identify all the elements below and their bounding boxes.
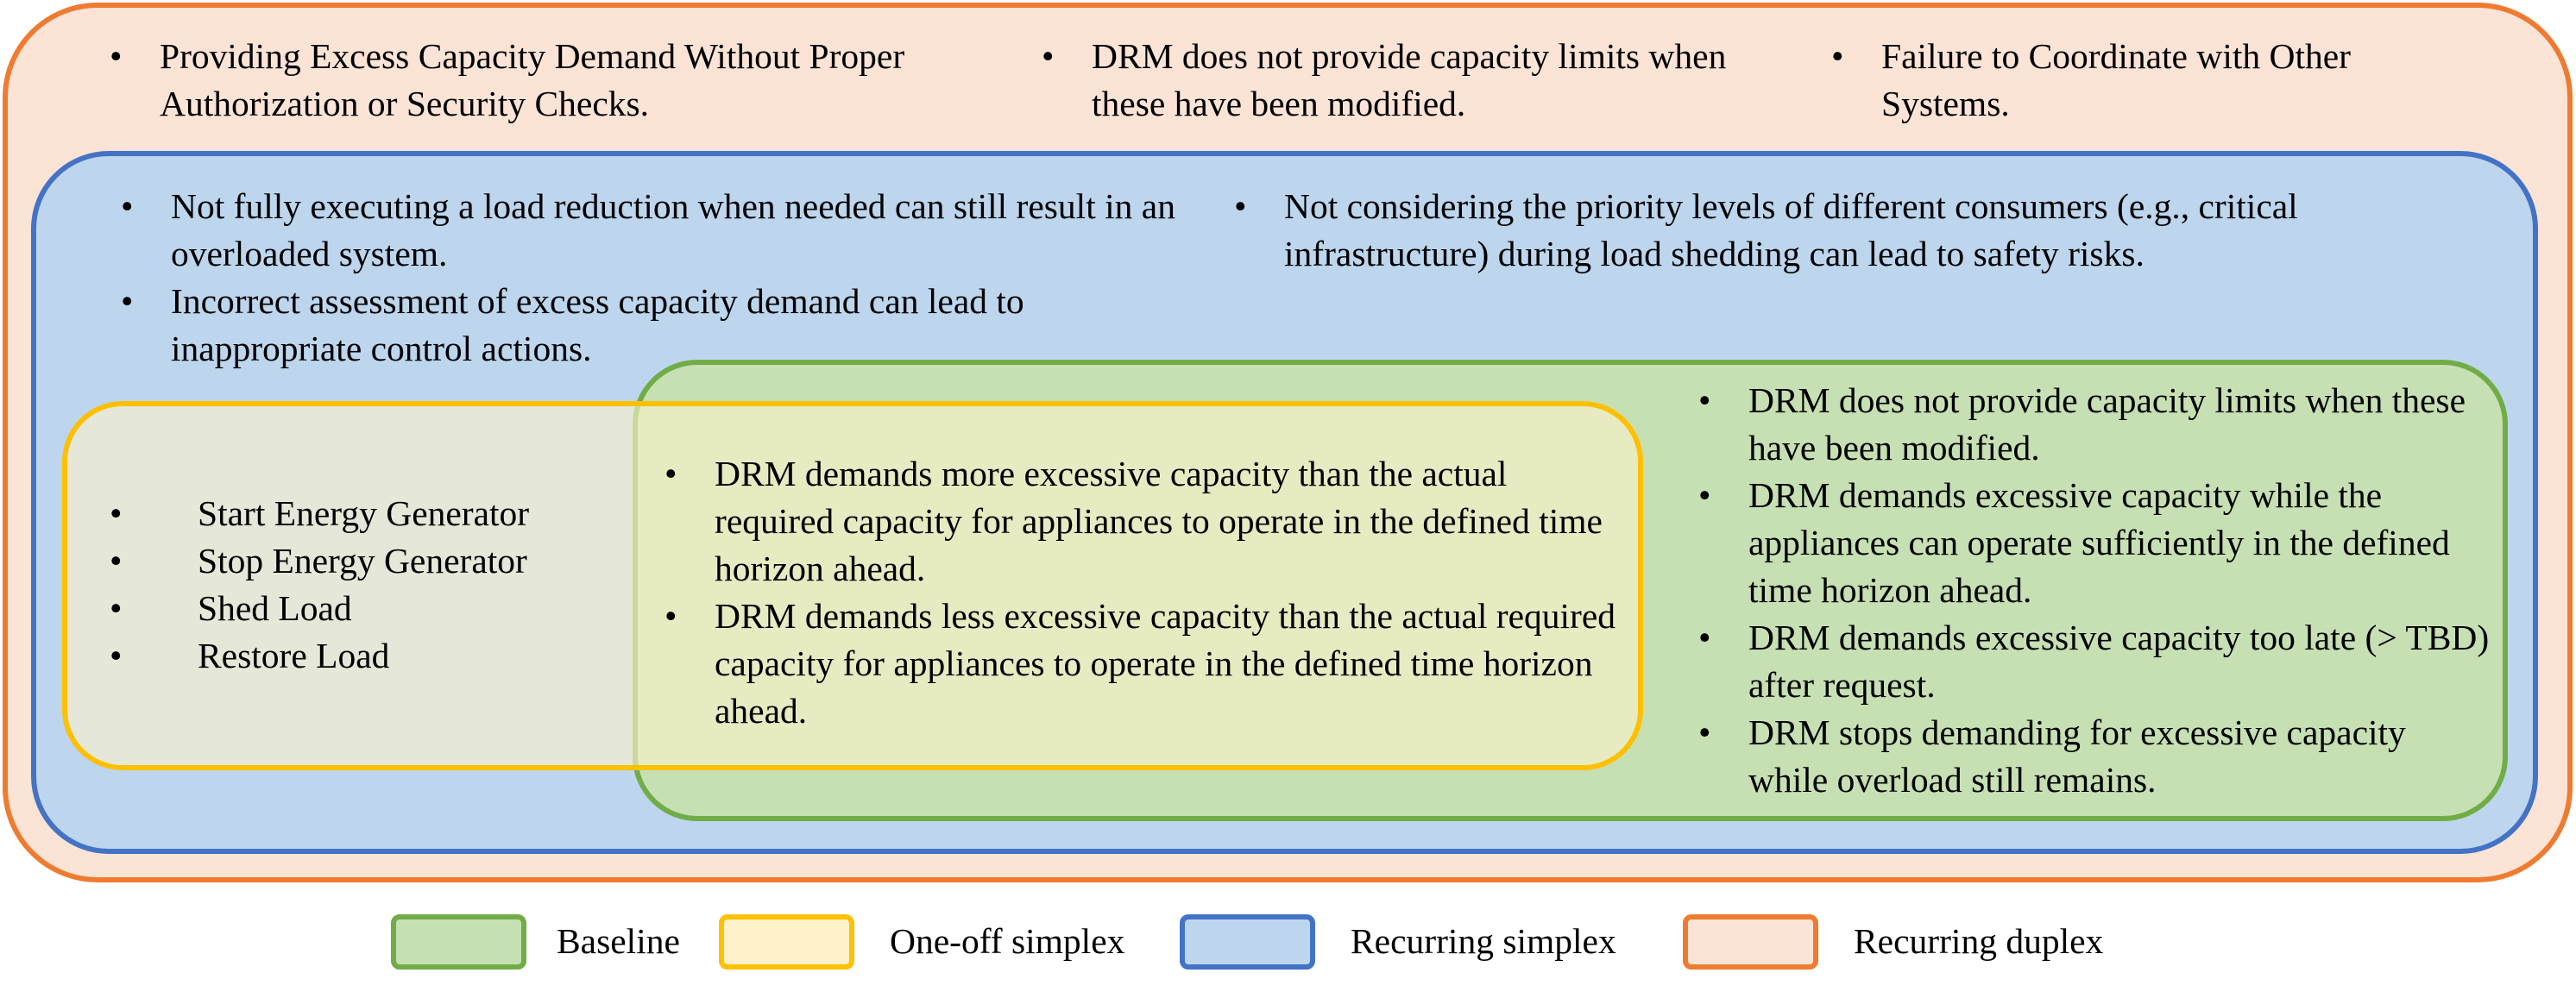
baseline-list [1698,377,2492,804]
simplex-list-left [121,183,1208,373]
orange-swatch-icon [1683,914,1818,970]
list-item: • Start Energy Generator [110,490,627,537]
list-item: • DRM does not provide capacity limits when these have been modified. [1698,377,2492,472]
list-item: • DRM demands less excessive capacity than the actual required capacity for appliances to operate in the defined time horizon ahead. [664,593,1635,735]
list-item: • Restore Load [110,632,627,680]
control-actions-list [110,490,627,680]
legend-label: One-off simplex [890,921,1125,961]
yellow-swatch-icon [719,914,854,970]
duplex-list-1 [110,33,1046,128]
list-item: • Not fully executing a load reduction when needed can still result in an overloaded system. [121,183,1208,278]
list-item: • DRM demands more excessive capacity than the actual required capacity for appliances to operate in the defined time horizon ahead. [664,450,1635,593]
list-item: • DRM demands excessive capacity too late (> TBD) after request. [1698,614,2492,709]
legend-label: Recurring duplex [1854,921,2104,961]
list-item: • DRM demands excessive capacity while the appliances can operate sufficiently in the defined time horizon ahead. [1698,472,2492,614]
list-item: • Incorrect assessment of excess capacity demand can lead to inappropriate control actions. [121,278,1208,373]
list-item: • Failure to Coordinate with Other Systems. [1831,33,2453,128]
legend-label: Recurring simplex [1351,921,1616,961]
list-item: • Not considering the priority levels of different consumers (e.g., critical infrastructure) during load shedding can lead to safety risks. [1234,183,2434,278]
simplex-list-right [1234,183,2434,278]
green-swatch-icon [391,914,526,970]
list-item: • DRM does not provide capacity limits when these have been modified. [1042,33,1801,128]
list-item: • Providing Excess Capacity Demand Without Proper Authorization or Security Checks. [110,33,1046,128]
duplex-list-2 [1042,33,1801,128]
blue-swatch-icon [1180,914,1315,970]
legend [0,912,2576,972]
list-item: • DRM stops demanding for excessive capacity while overload still remains. [1698,709,2492,804]
duplex-list-3 [1831,33,2453,128]
one-off-list [664,450,1635,735]
legend-label: Baseline [557,921,680,961]
list-item: • Shed Load [110,585,627,632]
list-item: • Stop Energy Generator [110,537,627,585]
